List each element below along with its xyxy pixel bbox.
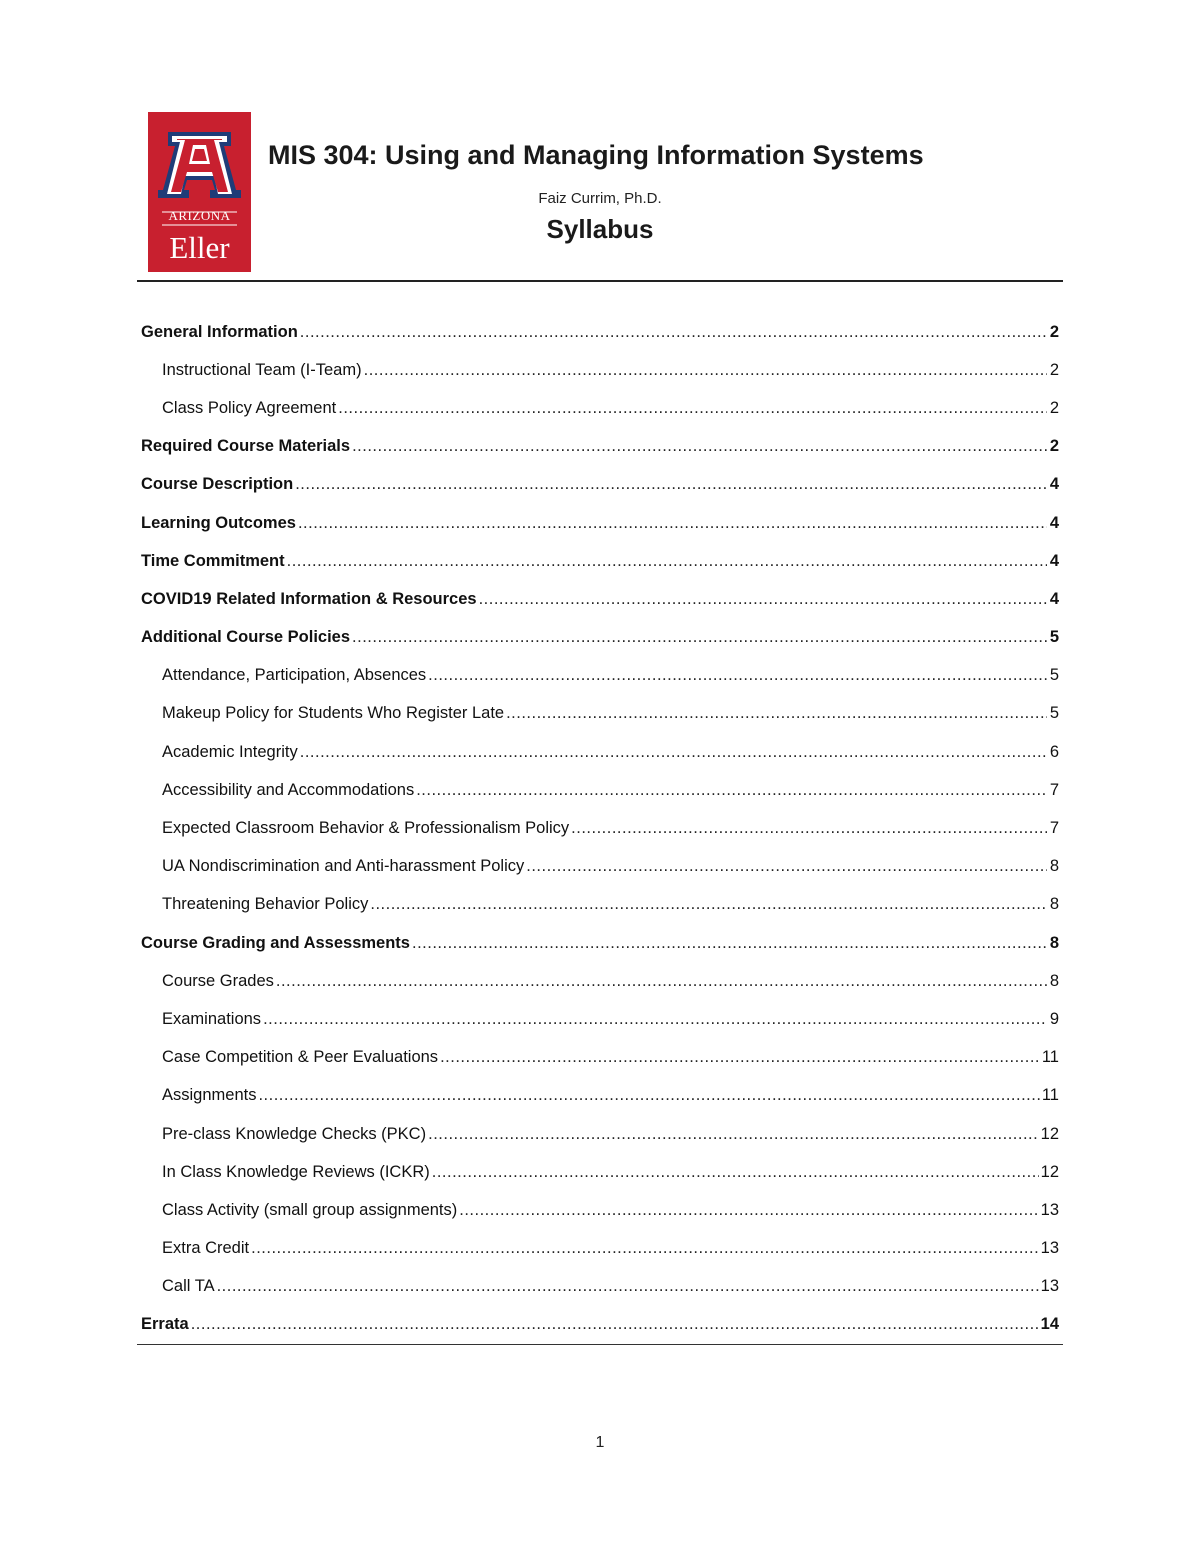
toc-entry-label: Threatening Behavior Policy xyxy=(162,895,369,914)
toc-entry-label: Time Commitment xyxy=(141,551,285,570)
toc-subsection-link[interactable] xyxy=(141,886,1059,924)
toc-entry-page: 7 xyxy=(1049,819,1059,838)
toc-subsection-link[interactable] xyxy=(141,809,1059,847)
toc-entry-page: 8 xyxy=(1049,933,1059,952)
toc-entry-page: 8 xyxy=(1049,971,1059,990)
toc-subsection-link[interactable] xyxy=(141,962,1059,1000)
logo-text-arizona: ARIZONA xyxy=(168,208,231,223)
toc-dot-leader xyxy=(295,475,1047,494)
toc-section-link[interactable] xyxy=(141,313,1059,351)
toc-entry-page: 8 xyxy=(1049,895,1059,914)
toc-entry-label: Attendance, Participation, Absences xyxy=(162,666,427,685)
toc-section-link[interactable] xyxy=(141,1306,1059,1344)
toc-subsection-link[interactable] xyxy=(141,351,1059,389)
toc-entry-label: Course Grading and Assessments xyxy=(141,933,410,952)
toc-section-link[interactable] xyxy=(141,542,1059,580)
toc-dot-leader xyxy=(506,704,1047,723)
toc-dot-leader xyxy=(459,1201,1038,1220)
document-type-heading: Syllabus xyxy=(546,214,654,244)
toc-dot-leader xyxy=(370,895,1047,914)
toc-section-link[interactable] xyxy=(141,619,1059,657)
toc-dot-leader xyxy=(191,1315,1039,1334)
toc-entry-page: 8 xyxy=(1049,857,1059,876)
toc-section-link[interactable] xyxy=(141,466,1059,504)
toc-entry-label: Expected Classroom Behavior & Professionalism Policy xyxy=(162,819,570,838)
toc-entry-label: Pre-class Knowledge Checks (PKC) xyxy=(162,1124,427,1143)
toc-entry-label: COVID19 Related Information & Resources xyxy=(141,589,477,608)
toc-entry-page: 2 xyxy=(1049,437,1059,456)
toc-entry-label: Extra Credit xyxy=(162,1239,250,1258)
toc-subsection-link[interactable] xyxy=(141,389,1059,427)
toc-entry-page: 2 xyxy=(1049,322,1059,341)
toc-entry-page: 5 xyxy=(1049,666,1059,685)
university-logo xyxy=(148,112,251,272)
toc-subsection-link[interactable] xyxy=(141,1077,1059,1115)
toc-dot-leader xyxy=(416,781,1047,800)
toc-entry-page: 4 xyxy=(1049,513,1059,532)
toc-subsection-link[interactable] xyxy=(141,1153,1059,1191)
toc-dot-leader xyxy=(300,323,1047,342)
instructor-name: Faiz Currim, Ph.D. xyxy=(538,190,662,207)
table-of-contents xyxy=(141,313,1059,1344)
toc-entry-label: Required Course Materials xyxy=(141,437,351,456)
toc-divider xyxy=(137,1344,1063,1345)
toc-section-link[interactable] xyxy=(141,428,1059,466)
toc-entry-page: 4 xyxy=(1049,551,1059,570)
toc-dot-leader xyxy=(412,934,1047,953)
toc-entry-page: 13 xyxy=(1040,1200,1059,1219)
toc-section-link[interactable] xyxy=(141,580,1059,618)
toc-subsection-link[interactable] xyxy=(141,848,1059,886)
header-divider xyxy=(137,280,1063,282)
toc-subsection-link[interactable] xyxy=(141,657,1059,695)
toc-entry-label: Examinations xyxy=(162,1009,262,1028)
toc-subsection-link[interactable] xyxy=(141,1000,1059,1038)
toc-entry-label: Learning Outcomes xyxy=(141,513,296,532)
logo-text-eller: Eller xyxy=(169,230,230,265)
toc-entry-label: Course Description xyxy=(141,475,294,494)
toc-dot-leader xyxy=(298,514,1047,533)
toc-entry-page: 12 xyxy=(1040,1124,1059,1143)
toc-dot-leader xyxy=(352,437,1047,456)
toc-dot-leader xyxy=(338,399,1047,418)
toc-dot-leader xyxy=(526,857,1047,876)
toc-entry-label: Accessibility and Accommodations xyxy=(162,780,415,799)
toc-entry-page: 11 xyxy=(1041,1086,1059,1105)
toc-entry-page: 4 xyxy=(1049,475,1059,494)
toc-entry-page: 2 xyxy=(1049,360,1059,379)
toc-section-link[interactable] xyxy=(141,504,1059,542)
page-number: 1 xyxy=(595,1434,605,1451)
toc-subsection-link[interactable] xyxy=(141,1191,1059,1229)
toc-dot-leader xyxy=(287,552,1047,571)
toc-dot-leader xyxy=(258,1086,1039,1105)
toc-entry-page: 13 xyxy=(1040,1277,1059,1296)
toc-entry-page: 5 xyxy=(1049,704,1059,723)
toc-entry-label: In Class Knowledge Reviews (ICKR) xyxy=(162,1162,430,1181)
toc-dot-leader xyxy=(352,628,1047,647)
arizona-a-icon xyxy=(148,112,251,272)
toc-dot-leader xyxy=(263,1010,1047,1029)
toc-entry-page: 13 xyxy=(1040,1239,1059,1258)
toc-entry-label: Class Activity (small group assignments) xyxy=(162,1200,458,1219)
toc-entry-label: Makeup Policy for Students Who Register Late xyxy=(162,704,505,723)
toc-entry-page: 11 xyxy=(1041,1048,1059,1067)
toc-entry-label: General Information xyxy=(141,322,298,341)
toc-entry-page: 4 xyxy=(1049,589,1059,608)
toc-subsection-link[interactable] xyxy=(141,733,1059,771)
toc-entry-label: Academic Integrity xyxy=(162,742,298,761)
toc-entry-label: Additional Course Policies xyxy=(141,628,351,647)
toc-entry-page: 7 xyxy=(1049,780,1059,799)
toc-section-link[interactable] xyxy=(141,924,1059,962)
toc-subsection-link[interactable] xyxy=(141,1268,1059,1306)
toc-entry-label: Course Grades xyxy=(162,971,274,990)
toc-subsection-link[interactable] xyxy=(141,695,1059,733)
toc-dot-leader xyxy=(479,590,1047,609)
toc-subsection-link[interactable] xyxy=(141,1115,1059,1153)
toc-entry-page: 14 xyxy=(1040,1315,1059,1334)
toc-entry-label: Call TA xyxy=(162,1277,215,1296)
toc-entry-page: 2 xyxy=(1049,398,1059,417)
toc-entry-label: Errata xyxy=(141,1315,189,1334)
course-title: MIS 304: Using and Managing Information Systems xyxy=(268,140,924,170)
toc-subsection-link[interactable] xyxy=(141,771,1059,809)
toc-entry-label: Case Competition & Peer Evaluations xyxy=(162,1048,439,1067)
toc-entry-label: Assignments xyxy=(162,1086,257,1105)
toc-entry-label: UA Nondiscrimination and Anti-harassment Policy xyxy=(162,857,525,876)
toc-entry-page: 9 xyxy=(1049,1009,1059,1028)
toc-dot-leader xyxy=(217,1277,1039,1296)
toc-entry-page: 5 xyxy=(1049,628,1059,647)
toc-dot-leader xyxy=(300,743,1047,762)
toc-dot-leader xyxy=(440,1048,1040,1067)
toc-dot-leader xyxy=(432,1163,1039,1182)
toc-entry-label: Class Policy Agreement xyxy=(162,398,337,417)
toc-dot-leader xyxy=(571,819,1047,838)
toc-dot-leader xyxy=(364,361,1047,380)
toc-dot-leader xyxy=(428,666,1047,685)
toc-dot-leader xyxy=(251,1239,1039,1258)
toc-subsection-link[interactable] xyxy=(141,1039,1059,1077)
toc-entry-label: Instructional Team (I-Team) xyxy=(162,360,362,379)
toc-dot-leader xyxy=(428,1125,1039,1144)
toc-subsection-link[interactable] xyxy=(141,1230,1059,1268)
toc-entry-page: 12 xyxy=(1040,1162,1059,1181)
toc-entry-page: 6 xyxy=(1049,742,1059,761)
toc-dot-leader xyxy=(276,972,1047,991)
